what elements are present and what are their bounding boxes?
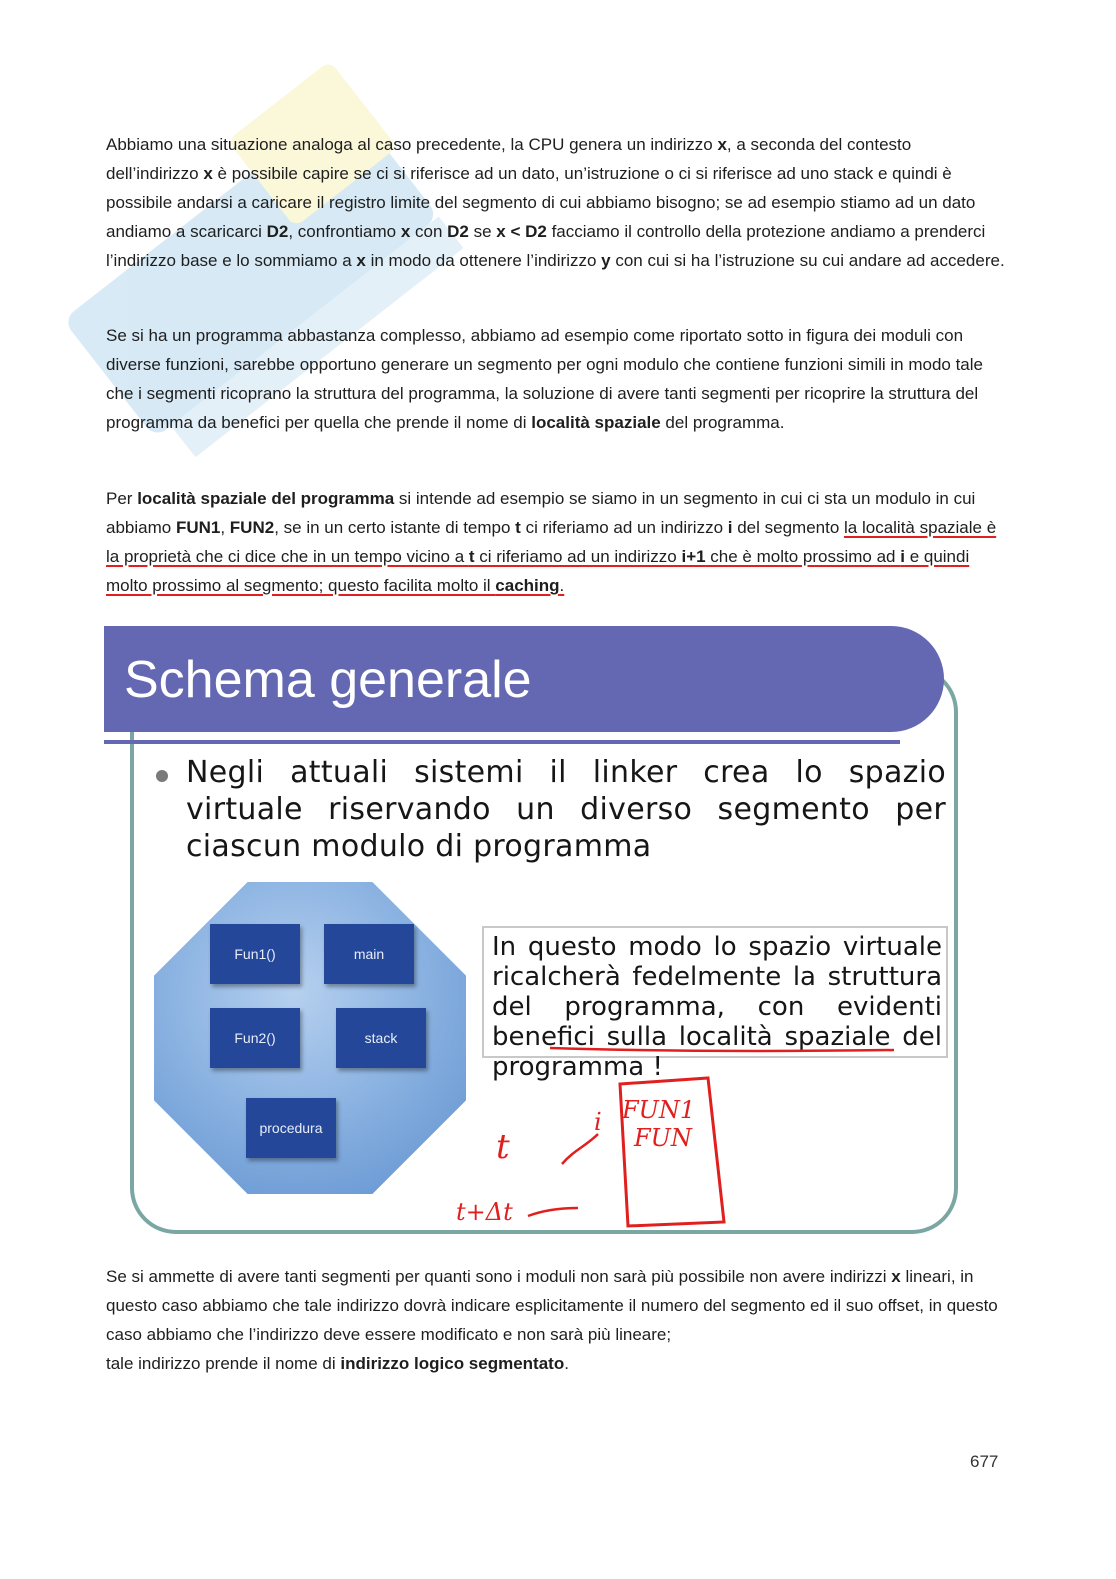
module-stack: stack <box>336 1008 426 1068</box>
module-fun2: Fun2() <box>210 1008 300 1068</box>
hand-i: i <box>594 1108 602 1136</box>
underlined-definition: la località spaziale è la proprietà che ci dice che in un tempo vicino a t ci riferiamo ad un indirizzo i+1 che è molto prossimo ad i e quindi molto prossimo al segmento; questo facilita molto il caching. <box>106 518 997 595</box>
paragraph-1: Abbiamo una situazione analoga al caso precedente, la CPU genera un indirizzo x, a seconda del contesto dell’indirizzo x è possibile capire se ci si riferisce ad un dato, un’istruzione o ci si riferisce ad uno stack e quindi è possibile andarsi a caricare il registro limite del segmento di cui abbiamo bisogno; se ad esempio stiamo ad un dato andiamo a scaricarci D2, confrontiamo x con D2 se x < D2 facciamo il controllo della protezione andiamo a prenderci l’indirizzo base e lo sommiamo a x in modo da ottenere l’indirizzo y con cui si ha l’istruzione su cui andare ad accedere. <box>106 135 1005 270</box>
hand-fun: FUN <box>634 1124 692 1152</box>
slide-title: Schema generale <box>124 651 532 709</box>
paragraph-2: Se si ha un programma abbastanza complesso, abbiamo ad esempio come riportato sotto in figura dei moduli con diverse funzioni, sarebbe opportuno generare un segmento per ogni modulo che contiene funzioni simili in modo tale che i segmenti ricoprano la struttura del programma, la soluzione di avere tanti segmenti per ricoprire la struttura del programma da benefici per quella che prende il nome di località spaziale del programma. <box>106 326 983 432</box>
note-text: In questo modo lo spazio virtuale ricalcherà fedelmente la struttura del programma, con evidenti benefici sulla località spaziale del programma ! <box>492 932 942 1082</box>
paragraph-3: Per località spaziale del programma si intende ad esempio se siamo in un segmento in cui ci sta un modulo in cui abbiamo FUN1, FUN2, se in un certo istante di tempo t ci riferiamo ad un indirizzo i del segmento la località spaziale è la proprietà che ci dice che in un tempo vicino a t ci riferiamo ad un indirizzo i+1 che è molto prossimo ad i e quindi molto prossimo al segmento; questo facilita molto il caching. <box>106 489 997 595</box>
slide-header-line <box>104 740 900 744</box>
paragraph-4: Se si ammette di avere tanti segmenti per quanti sono i moduli non sarà più possibile non avere indirizzi x lineari, in questo caso abbiamo che tale indirizzo dovrà indicare esplicitamente il numero del segmento ed il suo offset, in questo caso abbiamo che l’indirizzo deve essere modificato e non sarà più lineare; tale indirizzo prende il nome di indirizzo logico segmentato. <box>106 1267 998 1373</box>
slide-bullet-text: Negli attuali sistemi il linker crea lo spazio virtuale riservando un diverso segmento per ciascun modulo di programma <box>186 755 946 864</box>
note-box <box>482 926 948 1082</box>
bullet-dot <box>156 770 168 782</box>
slide-image <box>104 626 966 1240</box>
slide-header <box>104 626 944 732</box>
module-fun1: Fun1() <box>210 924 300 984</box>
module-main: main <box>324 924 414 984</box>
module-procedura: procedura <box>246 1098 336 1158</box>
page-number: 677 <box>970 1452 999 1471</box>
hand-t-next: t+Δt <box>456 1198 513 1226</box>
hand-t: t <box>496 1127 510 1167</box>
hand-fun1: FUN1 <box>622 1096 696 1124</box>
watermark-logo <box>20 40 500 520</box>
